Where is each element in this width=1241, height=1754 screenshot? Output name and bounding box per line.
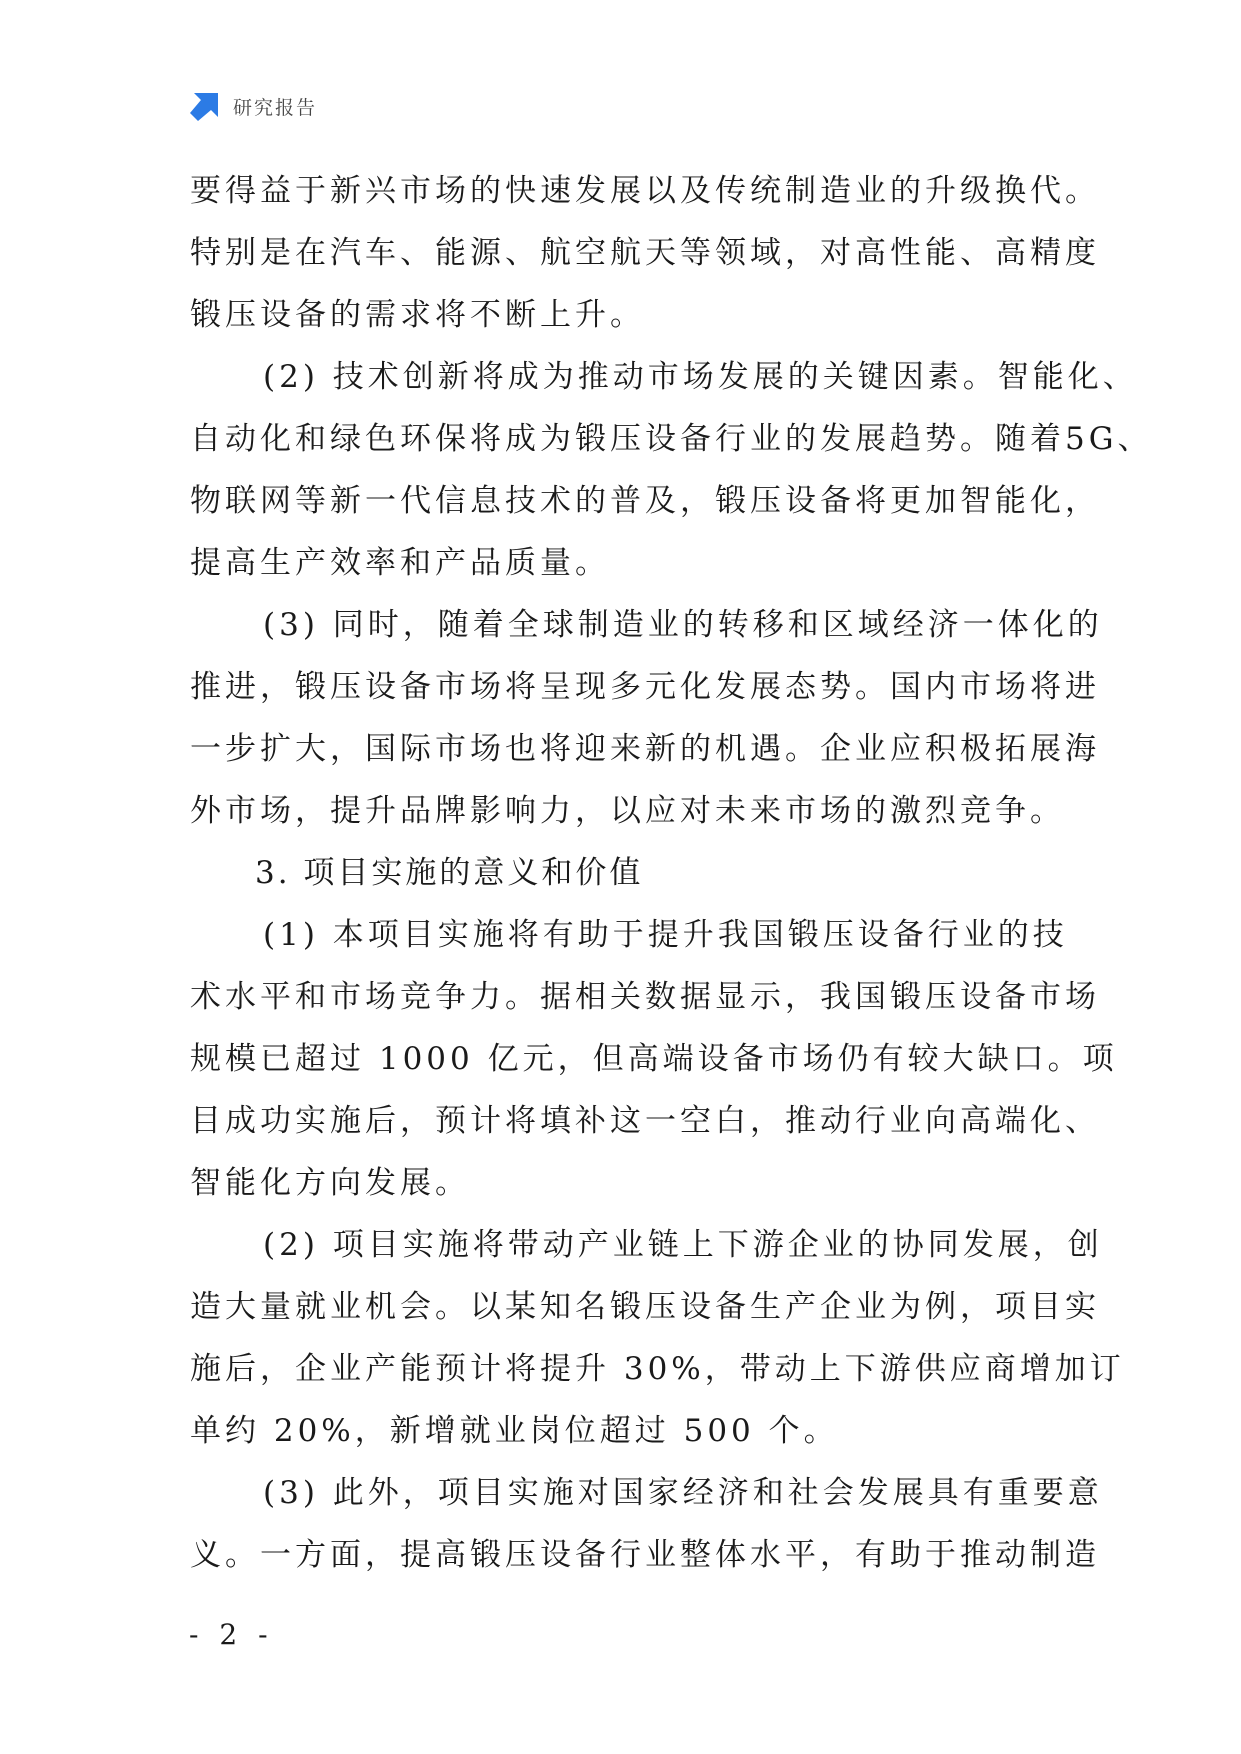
text-line: 规模已超过 1000 亿元，但高端设备市场仍有较大缺口。项 [190,1041,1118,1077]
text-line: 物联网等新一代信息技术的普及，锻压设备将更加智能化， [190,483,1100,519]
text-line: 一步扩大，国际市场也将迎来新的机遇。企业应积极拓展海 [190,731,1100,767]
text-line: 施后，企业产能预计将提升 30%，带动上下游供应商增加订 [190,1351,1125,1387]
text-line: 特别是在汽车、能源、航空航天等领域，对高性能、高精度 [190,235,1100,271]
section-heading: 3. 项目实施的意义和价值 [255,855,644,891]
text-line: 提高生产效率和产品质量。 [190,545,610,581]
paragraph-start: (1) 本项目实施将有助于提升我国锻压设备行业的技 [263,917,1068,953]
paragraph-start: (2) 项目实施将带动产业链上下游企业的协同发展，创 [263,1227,1103,1263]
text-line: 单约 20%，新增就业岗位超过 500 个。 [190,1413,839,1449]
text-line: 术水平和市场竞争力。据相关数据显示，我国锻压设备市场 [190,979,1100,1015]
text-line: 自动化和绿色环保将成为锻压设备行业的发展趋势。随着5G、 [190,421,1153,457]
text-line: 目成功实施后，预计将填补这一空白，推动行业向高端化、 [190,1103,1100,1139]
report-header [189,88,317,124]
document-body [190,160,1153,1586]
text-line: 锻压设备的需求将不断上升。 [190,297,645,333]
text-line: 推进，锻压设备市场将呈现多元化发展态势。国内市场将进 [190,669,1100,705]
text-line: 义。一方面，提高锻压设备行业整体水平，有助于推动制造 [190,1537,1100,1573]
text-line: 智能化方向发展。 [190,1165,470,1201]
text-line: 要得益于新兴市场的快速发展以及传统制造业的升级换代。 [190,173,1100,209]
text-line: 造大量就业机会。以某知名锻压设备生产企业为例，项目实 [190,1289,1100,1325]
header-title: 研究报告 [233,96,318,119]
paragraph-start: (3) 同时，随着全球制造业的转移和区域经济一体化的 [263,607,1103,643]
arrow-up-right-icon [189,90,221,122]
page-number: - 2 - [189,1618,274,1651]
paragraph-start: (2) 技术创新将成为推动市场发展的关键因素。智能化、 [263,359,1138,395]
paragraph-start: (3) 此外，项目实施对国家经济和社会发展具有重要意 [263,1475,1103,1511]
text-line: 外市场，提升品牌影响力，以应对未来市场的激烈竞争。 [190,793,1065,829]
